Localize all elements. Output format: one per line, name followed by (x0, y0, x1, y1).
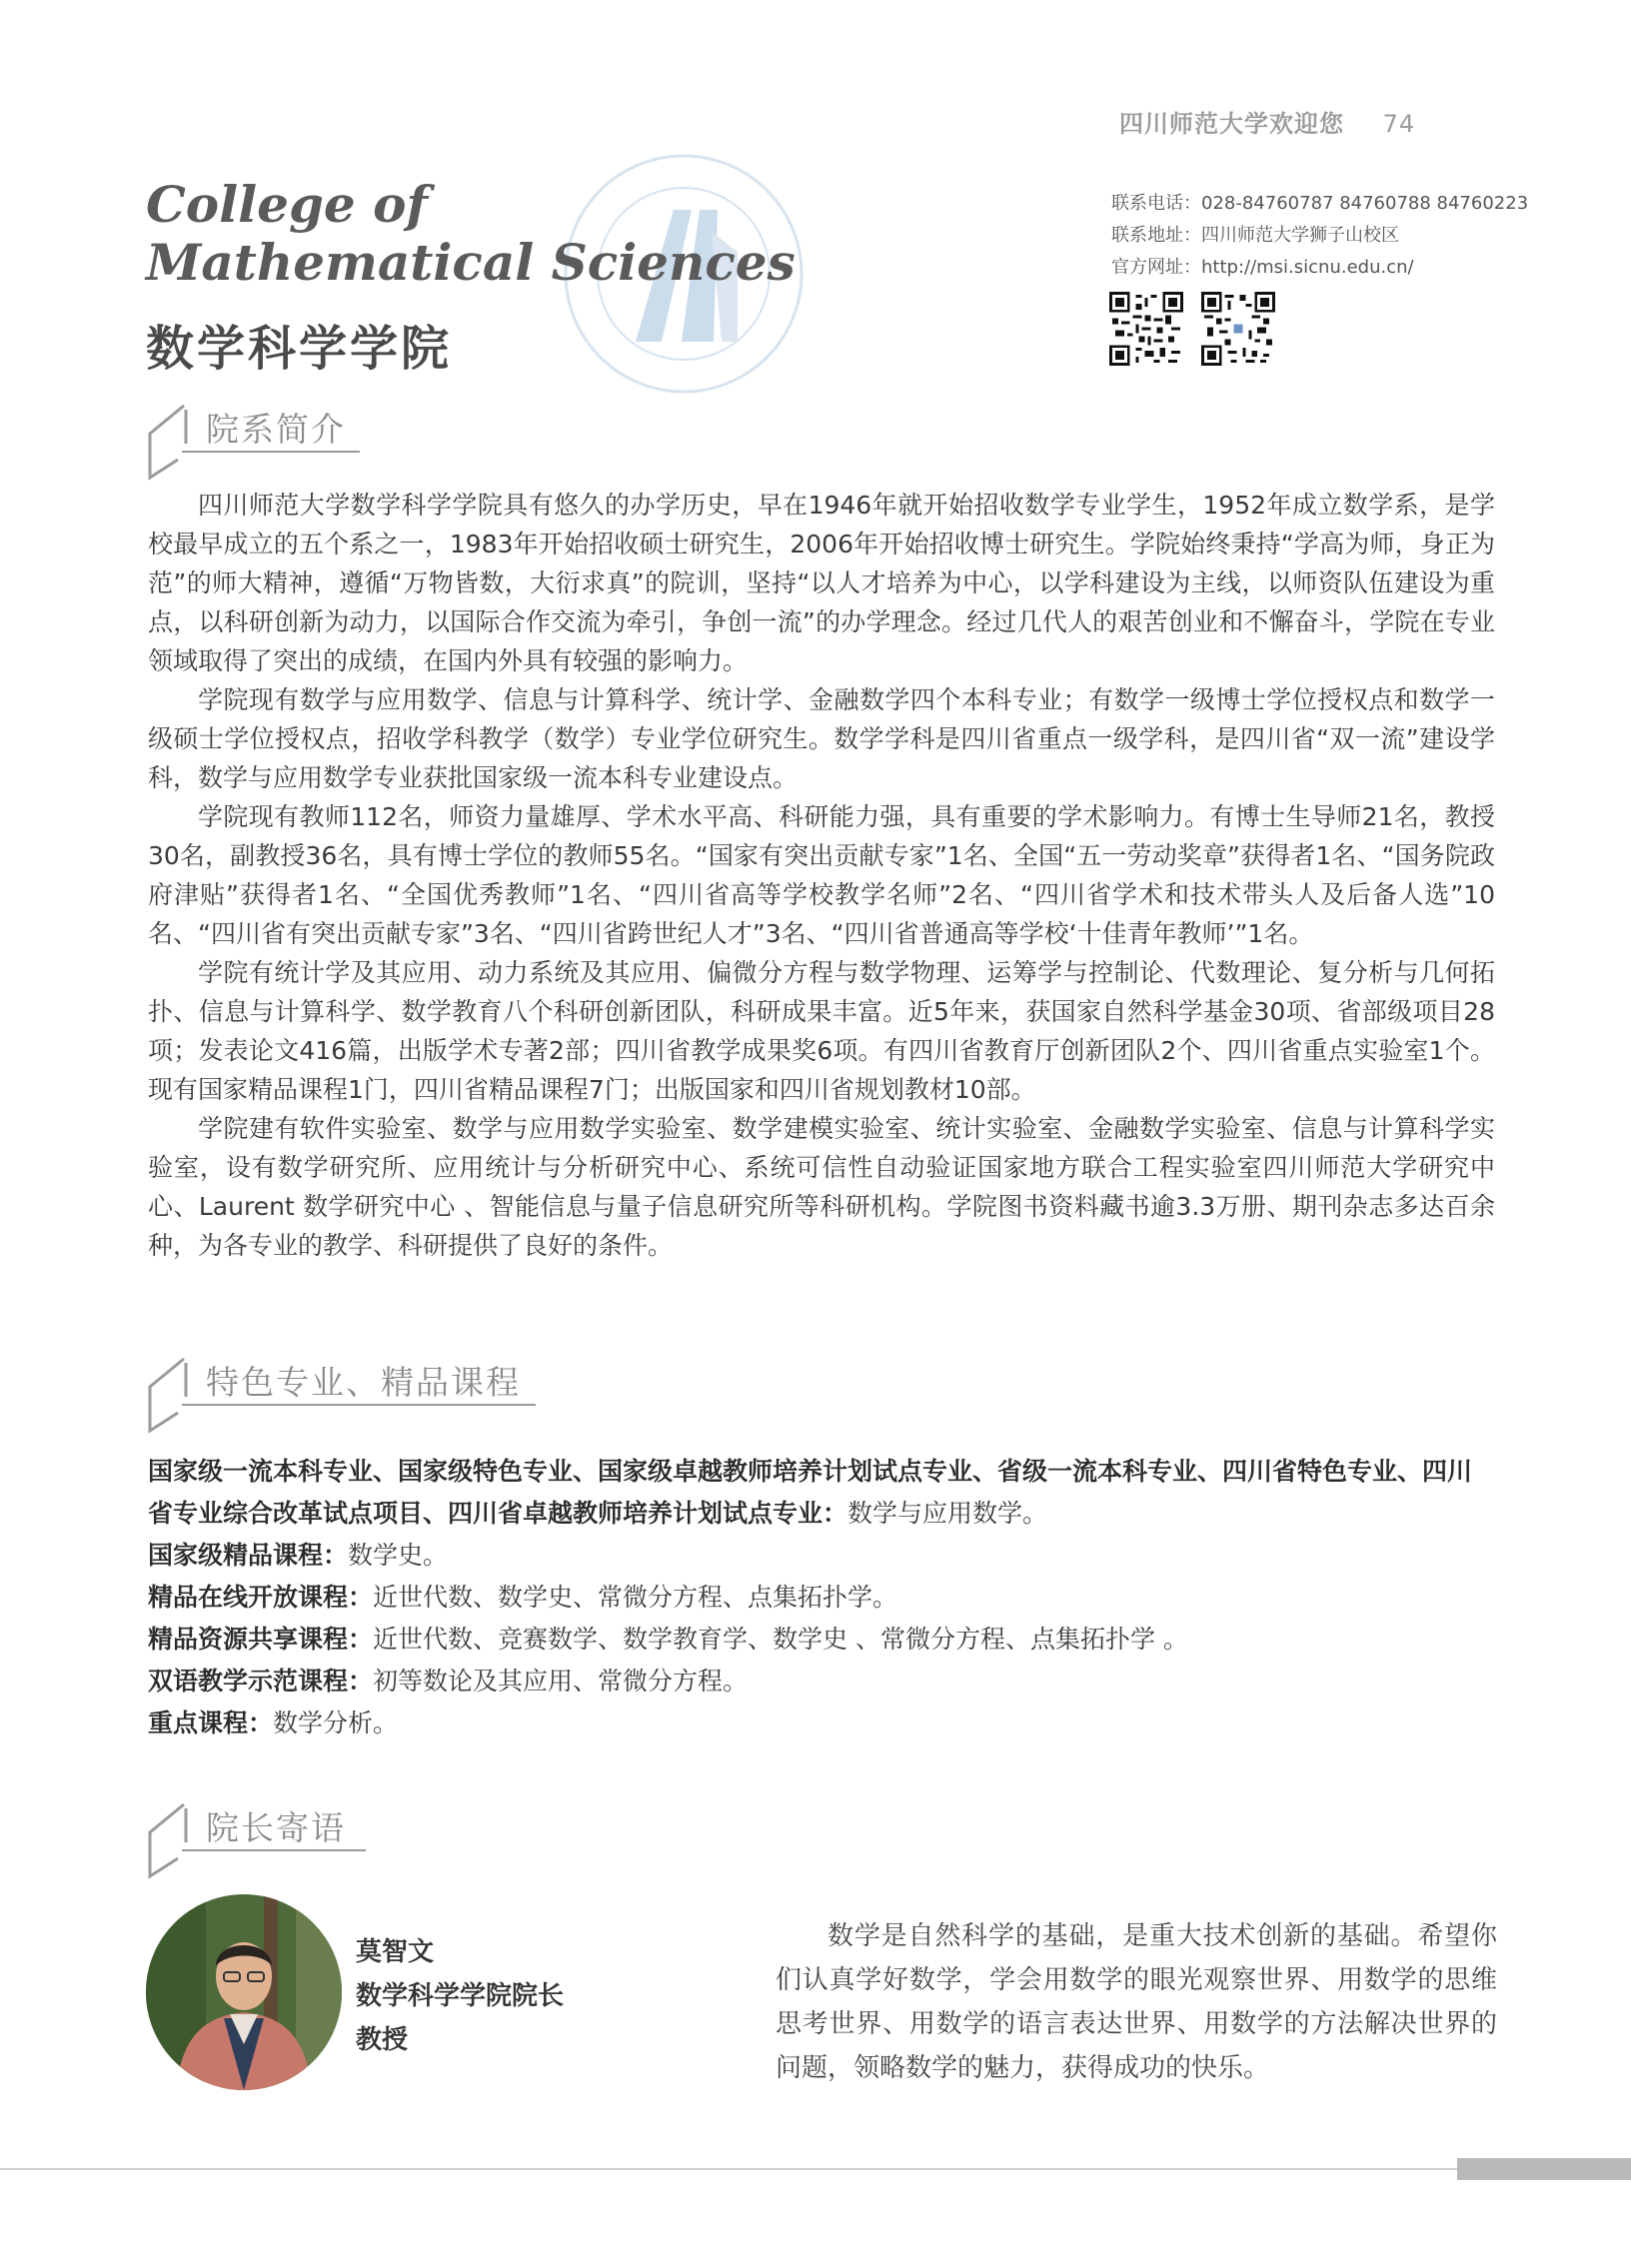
contact-address: 联系地址：四川师范大学狮子山校区 (1111, 225, 1399, 246)
features-label: 精品在线开放课程： (148, 1583, 374, 1612)
features-label: 重点课程： (148, 1708, 274, 1737)
features-label: 精品资源共享课程： (148, 1625, 374, 1654)
features-label: 双语教学示范课程： (148, 1667, 374, 1696)
dean-info (356, 1930, 564, 2062)
intro-paragraph: 学院建有软件实验室、数学与应用数学实验室、数学建模实验室、统计实验室、金融数学实验室、信息与计算科学实验室，设有数学研究所、应用统计与分析研究中心、系统可信性自动验证国家地方联合工程实验室四川师范大学研究中心、Laurent 数学研究中心 、智能信息与量子信息研究所等科研机构。学院图书资料藏书逾3.3万册、期刊杂志多达百余种，为各专业的教学、科研提供了良好的条件。 (148, 1114, 1495, 1260)
section-title-dean: 院长寄语 (206, 1808, 346, 1847)
contact-info (1111, 188, 1528, 284)
dean-rank: 教授 (356, 2025, 409, 2055)
intro-paragraph: 学院现有教师112名，师资力量雄厚、学术水平高、科研能力强，具有重要的学术影响力。有博士生导师21名，教授30名，副教授36名，具有博士学位的教师55名。“国家有突出贡献专家”1名、全国“五一劳动奖章”获得者1名、“国务院政府津贴”获得者1名、“全国优秀教师”1名、“四川省高等学校教学名师”2名、“四川省学术和技术带头人及后备人选”10名、“四川省有突出贡献专家”3名、“四川省跨世纪人才”3名、“四川省普通高等学校‘十佳青年教师’”1名。 (148, 802, 1495, 948)
section-header-intro (146, 398, 566, 488)
footer-accent-bar (1457, 2158, 1631, 2180)
english-title-line2: Mathematical Sciences (146, 233, 796, 292)
features-label: 国家级精品课程： (148, 1541, 349, 1570)
section-title-intro: 院系简介 (206, 410, 346, 449)
features-line (148, 1577, 1495, 1619)
features-line (148, 1702, 1495, 1744)
intro-paragraph: 学院有统计学及其应用、动力系统及其应用、偏微分方程与数学物理、运筹学与控制论、代数理论、复分析与几何拓扑、信息与计算科学、数学教育八个科研创新团队，科研成果丰富。近5年来，获国家自然科学基金30项、省部级项目28项；发表论文416篇，出版学术专著2部；四川省教学成果奖6项。有四川省教育厅创新团队2个、四川省重点实验室1个。现有国家精品课程1门，四川省精品课程7门；出版国家和四川省规划教材10部。 (148, 958, 1495, 1104)
intro-paragraph: 学院现有数学与应用数学、信息与计算科学、统计学、金融数学四个本科专业；有数学一级博士学位授权点和数学一级硕士学位授权点，招收学科教学（数学）专业学位研究生。数学学科是四川省重点一级学科，是四川省“双一流”建设学科，数学与应用数学专业获批国家级一流本科专业建设点。 (148, 685, 1495, 792)
intro-paragraph: 四川师范大学数学科学学院具有悠久的办学历史，早在1946年就开始招收数学专业学生，1952年成立数学系，是学校最早成立的五个系之一，1983年开始招收硕士研究生，2006年开始招收博士研究生。学院始终秉持“学高为师，身正为范”的师大精神，遵循“万物皆数，大衍求真”的院训，坚持“以人才培养为中心，以学科建设为主线，以师资队伍建设为重点，以科研创新为动力，以国际合作交流为牵引，争创一流”的办学理念。经过几代人的艰苦创业和不懈奋斗，学院在专业领域取得了突出的成绩，在国内外具有较强的影响力。 (148, 491, 1495, 675)
contact-website[interactable]: 官方网址：http://msi.sicnu.edu.cn/ (1111, 257, 1414, 278)
section-header-features (146, 1351, 566, 1441)
features-list (148, 1451, 1495, 1744)
section-title-features: 特色专业、精品课程 (206, 1363, 521, 1402)
qr-code-icon[interactable] (1201, 292, 1275, 366)
section-header-dean (146, 1796, 566, 1886)
page-header (1119, 104, 1415, 139)
footer-divider (0, 2168, 1631, 2170)
qr-code-icon[interactable] (1109, 292, 1183, 366)
features-line (148, 1535, 1495, 1577)
features-value: 数学分析。 (273, 1708, 399, 1737)
features-line (148, 1661, 1495, 1702)
features-value: 数学与应用数学。 (847, 1499, 1048, 1528)
features-value: 初等数论及其应用、常微分方程。 (373, 1667, 749, 1696)
features-label: 国家级一流本科专业、国家级特色专业、国家级卓越教师培养计划试点专业、省级一流本科专业、四川省特色专业、四川省专业综合改革试点项目、四川省卓越教师培养计划试点专业： (148, 1457, 1473, 1528)
english-title-line1: College of (146, 175, 428, 234)
logo-icon (1234, 325, 1243, 334)
dean-avatar (146, 1894, 342, 2090)
contact-phone: 联系电话：028-84760787 84760788 84760223 (1111, 193, 1529, 214)
intro-body (148, 486, 1495, 1265)
page-number: 74 (1382, 110, 1416, 138)
college-english-title (146, 176, 796, 292)
dean-title: 数学科学学院院长 (356, 1981, 565, 2011)
dean-name: 莫智文 (356, 1937, 435, 1967)
features-value: 数学史。 (348, 1541, 449, 1570)
welcome-text: 四川师范大学欢迎您 (1119, 110, 1344, 138)
features-value: 近世代数、竞赛数学、数学教育学、数学史 、常微分方程、点集拓扑学 。 (373, 1625, 1188, 1654)
features-line (148, 1451, 1495, 1535)
features-line (148, 1619, 1495, 1661)
features-value: 近世代数、数学史、常微分方程、点集拓扑学。 (373, 1583, 898, 1612)
dean-message: 数学是自然科学的基础，是重大技术创新的基础。希望你们认真学好数学，学会用数学的眼光观察世界、用数学的思维思考世界、用数学的语言表达世界、用数学的方法解决世界的问题，领略数学的魅力，获得成功的快乐。 (776, 1921, 1497, 2083)
college-chinese-title: 数学科学学院 (146, 321, 453, 377)
